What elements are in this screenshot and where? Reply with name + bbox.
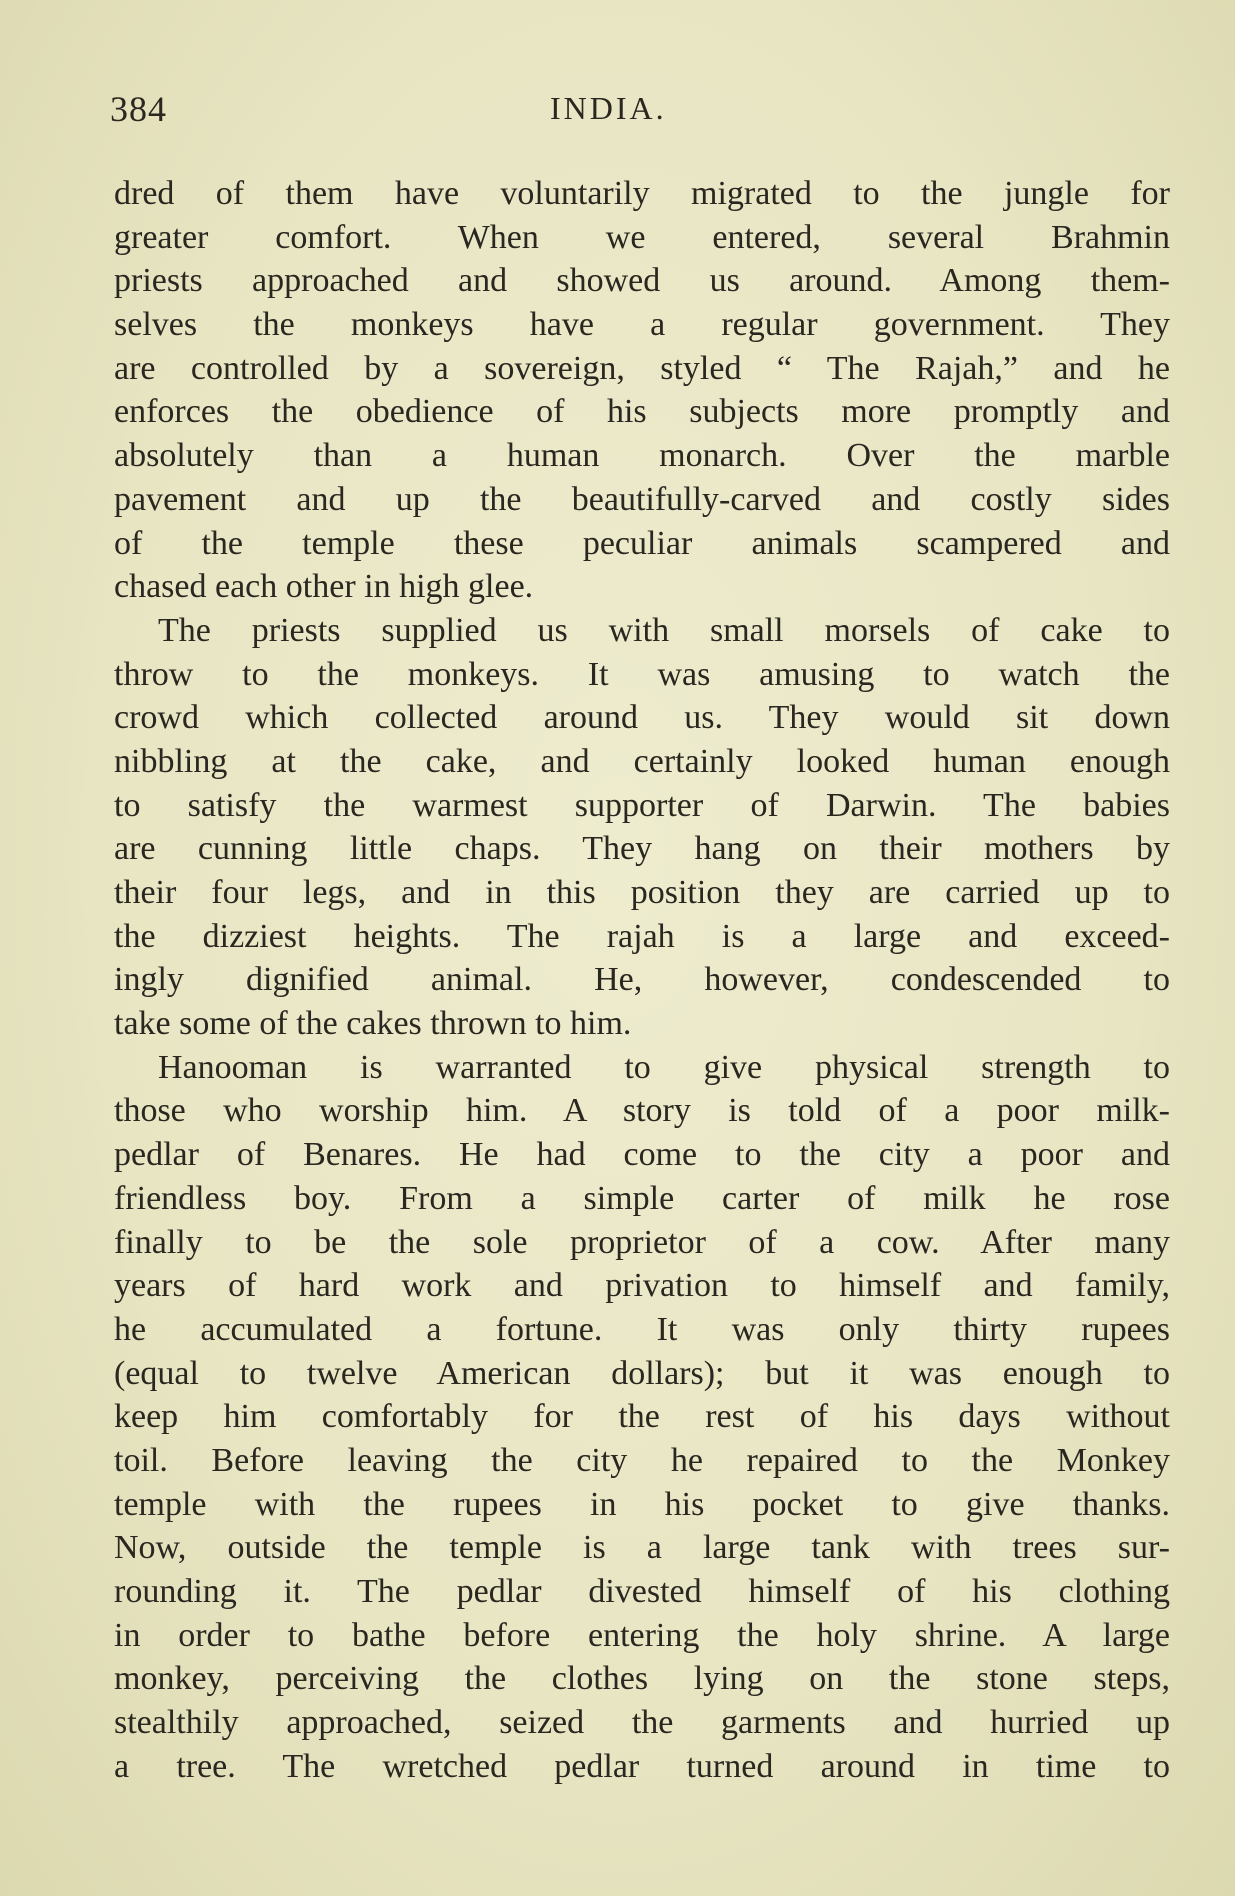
text-line: years of hard work and privation to himself and family, <box>114 1267 1170 1305</box>
text-line: rounding it. The pedlar divested himself of his clothing <box>114 1573 1170 1610</box>
body-text <box>114 172 1170 1788</box>
text-line: stealthily approached, seized the garments and hurried up <box>114 1704 1170 1742</box>
text-line: those who worship him. A story is told of a poor milk- <box>114 1092 1170 1130</box>
text-line: ingly dignified animal. He, however, condescended to <box>114 961 1170 999</box>
text-line: to satisfy the warmest supporter of Darwin. The babies <box>114 786 1170 824</box>
text-line: in order to bathe before entering the holy shrine. A large <box>114 1616 1170 1654</box>
text-line: absolutely than a human monarch. Over the marble <box>114 437 1170 475</box>
text-line: take some of the cakes thrown to him. <box>114 1005 632 1043</box>
text-line: pavement and up the beautifully-carved and costly sides <box>114 480 1170 518</box>
text-line: of the temple these peculiar animals scampered and <box>114 524 1170 562</box>
text-line: priests approached and showed us around. Among them- <box>114 262 1170 300</box>
text-line: throw to the monkeys. It was amusing to watch the <box>114 655 1170 693</box>
text-line: their four legs, and in this position they are carried up to <box>114 874 1170 911</box>
text-line: chased each other in high glee. <box>114 568 534 606</box>
text-line: The priests supplied us with small morsels of cake to <box>158 611 1170 649</box>
text-line: dred of them have voluntarily migrated to the jungle for <box>114 175 1170 212</box>
page-header <box>110 88 1170 134</box>
text-line: he accumulated a fortune. It was only thirty rupees <box>114 1310 1170 1348</box>
text-line: finally to be the sole proprietor of a cow. After many <box>114 1223 1170 1261</box>
text-line: selves the monkeys have a regular government. They <box>114 306 1170 344</box>
text-line: Now, outside the temple is a large tank with trees sur- <box>114 1529 1170 1567</box>
text-line: a tree. The wretched pedlar turned around in time to <box>114 1747 1170 1785</box>
text-line: greater comfort. When we entered, several Brahmin <box>114 218 1170 256</box>
text-line: nibbling at the cake, and certainly looked human enough <box>114 742 1170 780</box>
text-line: keep him comfortably for the rest of his days without <box>114 1398 1170 1436</box>
text-line: the dizziest heights. The rajah is a large and exceed- <box>114 917 1170 955</box>
text-line: temple with the rupees in his pocket to give thanks. <box>114 1485 1170 1523</box>
text-line: crowd which collected around us. They would sit down <box>114 699 1170 737</box>
text-line: Hanooman is warranted to give physical strength to <box>158 1048 1170 1086</box>
text-line: pedlar of Benares. He had come to the city a poor and <box>114 1136 1170 1174</box>
text-line: are controlled by a sovereign, styled “ The Rajah,” and he <box>114 349 1170 387</box>
text-line: friendless boy. From a simple carter of milk he rose <box>114 1179 1170 1217</box>
text-line: monkey, perceiving the clothes lying on the stone steps, <box>114 1660 1170 1698</box>
text-line: (equal to twelve American dollars); but it was enough to <box>114 1354 1170 1392</box>
text-line: enforces the obedience of his subjects more promptly and <box>114 393 1170 431</box>
text-line: toil. Before leaving the city he repaired to the Monkey <box>114 1441 1170 1479</box>
page-number: 384 <box>110 89 167 129</box>
running-title: INDIA. <box>550 90 667 126</box>
text-line: are cunning little chaps. They hang on their mothers by <box>114 830 1170 868</box>
